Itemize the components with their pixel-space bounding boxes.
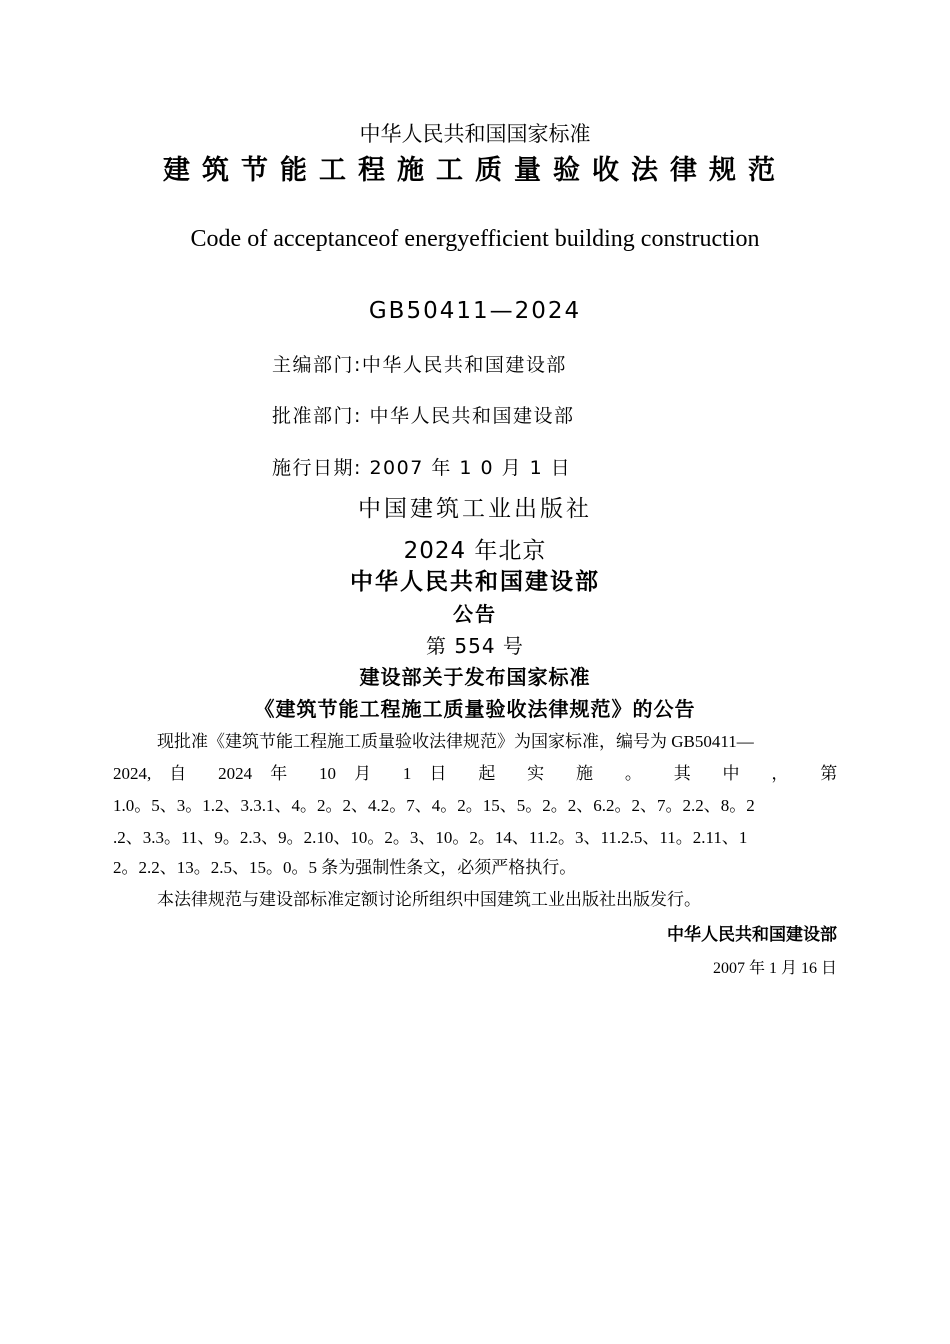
word: 2024,: [113, 764, 152, 783]
notice-paragraph-publishing: 本法律规范与建设部标准定额讨论所组织中国建筑工业出版社出版发行。: [157, 890, 701, 909]
publication-place-year: 2024 年北京: [403, 538, 547, 564]
word: 日: [429, 764, 461, 783]
editor-department: 主编部门:中华人民共和国建设部: [272, 354, 567, 376]
publisher: 中国建筑工业出版社: [358, 496, 592, 522]
notice-heading-title: 《建筑节能工程施工质量验收法律规范》的公告: [254, 697, 696, 721]
word: 10: [319, 764, 337, 783]
notice-paragraph-line: 现批准《建筑节能工程施工质量验收法律规范》为国家标准，编号为 GB50411—: [157, 732, 754, 751]
word: 施: [576, 764, 607, 783]
word: 1: [402, 764, 412, 783]
notice-ministry: 中华人民共和国建设部: [350, 569, 600, 595]
notice-paragraph-line: .2、3.3。11、9。2.3、9。2.10、10。2。3、10。2。14、11.2。3、11.2.5、11。2.11、1: [113, 828, 748, 847]
signature-date: 2007 年 1 月 16 日: [712, 960, 837, 977]
word: 。: [624, 764, 656, 783]
standard-type: 中华人民共和国国家标准: [359, 122, 591, 146]
english-title: Code of acceptanceof energyefficient building construction: [190, 226, 760, 252]
effective-date: 施行日期: 2007 年 1 0 月 1 日: [272, 457, 572, 479]
standard-code: GB50411—2024: [368, 298, 582, 324]
word: 第: [820, 764, 838, 783]
word: 起: [478, 764, 510, 783]
notice-paragraph-line: 2。2.2、13。2.5、15。0。5 条为强制性条文，必须严格执行。: [113, 858, 577, 877]
word: 年: [270, 764, 301, 783]
signature-organization: 中华人民共和国建设部: [667, 925, 837, 945]
word: 2024: [218, 764, 253, 783]
approver-department: 批准部门: 中华人民共和国建设部: [272, 405, 575, 427]
word: 实: [527, 764, 558, 783]
notice-paragraph-line: 1.0。5、3。1.2、3.3.1、4。2。2、4.2。7、4。2。15、5。2。2、6.2。2、7。2.2、8。2: [113, 796, 755, 815]
notice-number: 第 554 号: [426, 634, 524, 658]
word: 自: [169, 764, 201, 783]
word: ，: [771, 764, 803, 783]
notice-label: 公告: [453, 602, 497, 626]
notice-paragraph-line: [113, 763, 837, 785]
document-title: 建筑节能工程施工质量验收法律规范: [163, 155, 787, 186]
word: 其: [673, 764, 705, 783]
notice-heading: 建设部关于发布国家标准: [359, 665, 591, 689]
word: 中: [722, 764, 754, 783]
word: 月: [354, 764, 385, 783]
